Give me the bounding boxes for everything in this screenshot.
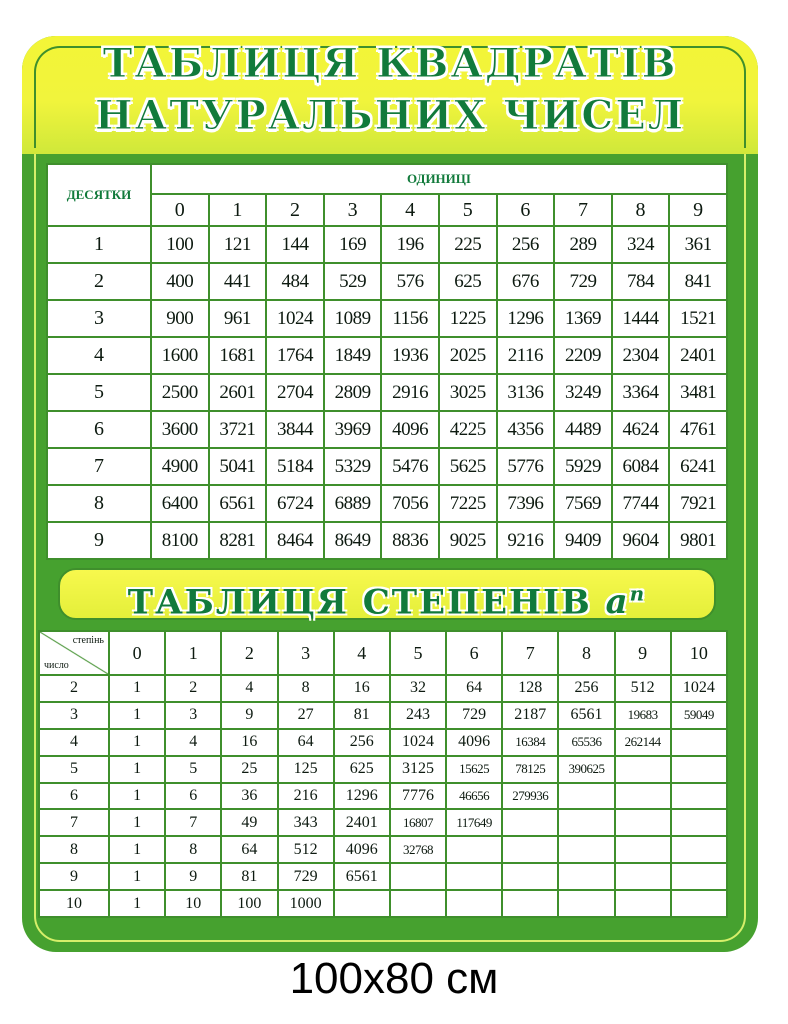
- squares-value-cell: 5776: [497, 448, 555, 485]
- powers-value-cell: 5: [165, 756, 221, 783]
- squares-units-header: 1: [209, 194, 267, 226]
- squares-value-cell: 1089: [324, 300, 382, 337]
- powers-value-cell: 19683: [615, 702, 671, 729]
- squares-value-cell: 2209: [554, 337, 612, 374]
- squares-value-cell: 3721: [209, 411, 267, 448]
- squares-value-cell: 3249: [554, 374, 612, 411]
- squares-units-header: 9: [669, 194, 727, 226]
- powers-table-row: [39, 756, 727, 783]
- squares-value-cell: 6400: [151, 485, 209, 522]
- powers-value-cell: 6: [165, 783, 221, 810]
- squares-value-cell: 3969: [324, 411, 382, 448]
- powers-value-cell: [671, 756, 727, 783]
- squares-value-cell: 4096: [381, 411, 439, 448]
- powers-value-cell: 32768: [390, 836, 446, 863]
- powers-value-cell: 64: [446, 675, 502, 702]
- powers-exp-symbol: n: [629, 582, 647, 606]
- squares-value-cell: 1849: [324, 337, 382, 374]
- powers-value-cell: [615, 836, 671, 863]
- squares-value-cell: 8464: [266, 522, 324, 559]
- squares-value-cell: 196: [381, 226, 439, 263]
- squares-value-cell: 256: [497, 226, 555, 263]
- squares-value-cell: 6724: [266, 485, 324, 522]
- powers-title-text: ТАБЛИЦЯ СТЕПЕНІВ: [127, 582, 592, 623]
- powers-value-cell: 279936: [502, 783, 558, 810]
- powers-value-cell: 1: [109, 675, 165, 702]
- powers-value-cell: 1: [109, 836, 165, 863]
- squares-table-row: [47, 485, 727, 522]
- powers-value-cell: 6561: [558, 702, 614, 729]
- powers-formula: [606, 582, 647, 622]
- squares-value-cell: 5184: [266, 448, 324, 485]
- powers-value-cell: 512: [278, 836, 334, 863]
- powers-value-cell: 4: [221, 675, 277, 702]
- squares-value-cell: 9801: [669, 522, 727, 559]
- powers-value-cell: [671, 836, 727, 863]
- powers-value-cell: 125: [278, 756, 334, 783]
- powers-value-cell: 9: [165, 863, 221, 890]
- powers-exponent-header: 9: [615, 631, 671, 675]
- powers-value-cell: 7776: [390, 783, 446, 810]
- squares-value-cell: 729: [554, 263, 612, 300]
- squares-tens-header: 7: [47, 448, 151, 485]
- squares-tens-header: 8: [47, 485, 151, 522]
- powers-value-cell: [446, 890, 502, 917]
- squares-value-cell: 6241: [669, 448, 727, 485]
- powers-value-cell: 1024: [390, 729, 446, 756]
- powers-table-row: [39, 836, 727, 863]
- powers-value-cell: [615, 890, 671, 917]
- powers-value-cell: [446, 863, 502, 890]
- powers-title: [58, 568, 716, 623]
- squares-table-row: [47, 448, 727, 485]
- powers-value-cell: 49: [221, 809, 277, 836]
- squares-tens-header: 9: [47, 522, 151, 559]
- powers-value-cell: 59049: [671, 702, 727, 729]
- title-line-1: ТАБЛИЦЯ КВАДРАТІВ: [102, 40, 678, 87]
- powers-value-cell: 81: [334, 702, 390, 729]
- powers-base-header: 7: [39, 809, 109, 836]
- powers-value-cell: [671, 890, 727, 917]
- squares-table-row: [47, 300, 727, 337]
- squares-value-cell: 1369: [554, 300, 612, 337]
- squares-value-cell: 5625: [439, 448, 497, 485]
- squares-value-cell: 4761: [669, 411, 727, 448]
- powers-exponent-header: 3: [278, 631, 334, 675]
- powers-value-cell: 100: [221, 890, 277, 917]
- powers-value-cell: [446, 836, 502, 863]
- powers-value-cell: [615, 863, 671, 890]
- powers-value-cell: 1: [109, 756, 165, 783]
- squares-value-cell: 2116: [497, 337, 555, 374]
- powers-value-cell: [615, 783, 671, 810]
- powers-table-row: [39, 675, 727, 702]
- powers-corner-cell: [39, 631, 109, 675]
- squares-value-cell: 225: [439, 226, 497, 263]
- powers-value-cell: 78125: [502, 756, 558, 783]
- squares-table-row: [47, 411, 727, 448]
- squares-value-cell: 7744: [612, 485, 670, 522]
- squares-units-label: ОДИНИЦІ: [151, 164, 727, 194]
- powers-value-cell: 262144: [615, 729, 671, 756]
- powers-value-cell: 64: [221, 836, 277, 863]
- powers-base-symbol: a: [605, 582, 630, 623]
- squares-value-cell: 1936: [381, 337, 439, 374]
- squares-value-cell: 7569: [554, 485, 612, 522]
- powers-base-header: 6: [39, 783, 109, 810]
- squares-value-cell: 2401: [669, 337, 727, 374]
- powers-value-cell: 128: [502, 675, 558, 702]
- powers-table: [38, 630, 728, 918]
- squares-value-cell: 2704: [266, 374, 324, 411]
- powers-value-cell: 3125: [390, 756, 446, 783]
- powers-value-cell: 343: [278, 809, 334, 836]
- powers-exponent-header: 4: [334, 631, 390, 675]
- squares-units-header: 5: [439, 194, 497, 226]
- powers-value-cell: [558, 863, 614, 890]
- powers-value-cell: 256: [558, 675, 614, 702]
- squares-value-cell: 7056: [381, 485, 439, 522]
- squares-value-cell: 8649: [324, 522, 382, 559]
- powers-value-cell: 25: [221, 756, 277, 783]
- squares-value-cell: 5041: [209, 448, 267, 485]
- powers-value-cell: [502, 890, 558, 917]
- powers-value-cell: [671, 809, 727, 836]
- squares-value-cell: 8836: [381, 522, 439, 559]
- squares-value-cell: 784: [612, 263, 670, 300]
- squares-value-cell: 441: [209, 263, 267, 300]
- squares-table-row: [47, 374, 727, 411]
- squares-value-cell: 3364: [612, 374, 670, 411]
- powers-value-cell: [671, 783, 727, 810]
- powers-value-cell: [671, 729, 727, 756]
- squares-value-cell: 1296: [497, 300, 555, 337]
- squares-value-cell: 4900: [151, 448, 209, 485]
- squares-table-row: [47, 263, 727, 300]
- powers-value-cell: 1: [109, 729, 165, 756]
- squares-value-cell: 9604: [612, 522, 670, 559]
- powers-value-cell: [671, 863, 727, 890]
- powers-value-cell: 6561: [334, 863, 390, 890]
- squares-units-header: 4: [381, 194, 439, 226]
- squares-value-cell: 1681: [209, 337, 267, 374]
- squares-value-cell: 3025: [439, 374, 497, 411]
- squares-units-header: 8: [612, 194, 670, 226]
- powers-value-cell: 2: [165, 675, 221, 702]
- powers-table-row: [39, 863, 727, 890]
- powers-base-header: 3: [39, 702, 109, 729]
- powers-corner-bottom: число: [44, 660, 69, 671]
- powers-value-cell: 1: [109, 809, 165, 836]
- squares-value-cell: 3481: [669, 374, 727, 411]
- powers-value-cell: 390625: [558, 756, 614, 783]
- title-line-2: НАТУРАЛЬНИХ ЧИСЕЛ: [94, 92, 686, 139]
- powers-value-cell: 625: [334, 756, 390, 783]
- powers-corner-top: степінь: [72, 635, 104, 646]
- powers-value-cell: 27: [278, 702, 334, 729]
- powers-value-cell: [502, 836, 558, 863]
- squares-value-cell: 841: [669, 263, 727, 300]
- squares-table-row: [47, 337, 727, 374]
- powers-value-cell: [390, 890, 446, 917]
- powers-value-cell: 32: [390, 675, 446, 702]
- squares-value-cell: 1444: [612, 300, 670, 337]
- squares-value-cell: 2809: [324, 374, 382, 411]
- squares-table-row: [47, 522, 727, 559]
- powers-table-row: [39, 702, 727, 729]
- powers-value-cell: 117649: [446, 809, 502, 836]
- powers-table-row: [39, 729, 727, 756]
- powers-value-cell: 7: [165, 809, 221, 836]
- powers-value-cell: [558, 836, 614, 863]
- powers-value-cell: [558, 809, 614, 836]
- squares-tens-header: 2: [47, 263, 151, 300]
- powers-value-cell: 65536: [558, 729, 614, 756]
- squares-value-cell: 169: [324, 226, 382, 263]
- powers-value-cell: [502, 809, 558, 836]
- powers-exponent-header: 7: [502, 631, 558, 675]
- powers-value-cell: [502, 863, 558, 890]
- powers-value-cell: 8: [278, 675, 334, 702]
- powers-value-cell: 1000: [278, 890, 334, 917]
- powers-value-cell: [558, 783, 614, 810]
- powers-value-cell: 1: [109, 702, 165, 729]
- squares-value-cell: 5476: [381, 448, 439, 485]
- squares-value-cell: 2601: [209, 374, 267, 411]
- squares-value-cell: 361: [669, 226, 727, 263]
- powers-value-cell: 729: [446, 702, 502, 729]
- squares-units-header: 0: [151, 194, 209, 226]
- squares-value-cell: 1225: [439, 300, 497, 337]
- squares-value-cell: 5329: [324, 448, 382, 485]
- squares-tens-header: 3: [47, 300, 151, 337]
- powers-table-row: [39, 890, 727, 917]
- powers-exponent-header: 10: [671, 631, 727, 675]
- powers-value-cell: [334, 890, 390, 917]
- powers-value-cell: 4: [165, 729, 221, 756]
- squares-value-cell: 9216: [497, 522, 555, 559]
- squares-value-cell: 3844: [266, 411, 324, 448]
- squares-value-cell: 4489: [554, 411, 612, 448]
- squares-value-cell: 961: [209, 300, 267, 337]
- squares-units-header: 3: [324, 194, 382, 226]
- squares-value-cell: 2916: [381, 374, 439, 411]
- squares-value-cell: 1156: [381, 300, 439, 337]
- squares-value-cell: 484: [266, 263, 324, 300]
- powers-value-cell: 256: [334, 729, 390, 756]
- squares-value-cell: 3600: [151, 411, 209, 448]
- squares-value-cell: 4624: [612, 411, 670, 448]
- squares-tens-header: 5: [47, 374, 151, 411]
- powers-exponent-header: 8: [558, 631, 614, 675]
- squares-value-cell: 100: [151, 226, 209, 263]
- powers-value-cell: 16: [334, 675, 390, 702]
- squares-value-cell: 5929: [554, 448, 612, 485]
- powers-base-header: 4: [39, 729, 109, 756]
- powers-value-cell: [558, 890, 614, 917]
- powers-value-cell: 36: [221, 783, 277, 810]
- squares-value-cell: 3136: [497, 374, 555, 411]
- powers-value-cell: 4096: [334, 836, 390, 863]
- powers-value-cell: [390, 863, 446, 890]
- squares-value-cell: 1521: [669, 300, 727, 337]
- powers-exponent-header: 6: [446, 631, 502, 675]
- squares-value-cell: 324: [612, 226, 670, 263]
- size-caption: 100x80 см: [289, 954, 499, 1003]
- powers-value-cell: 10: [165, 890, 221, 917]
- powers-value-cell: 1: [109, 890, 165, 917]
- squares-value-cell: 676: [497, 263, 555, 300]
- powers-base-header: 8: [39, 836, 109, 863]
- squares-value-cell: 1600: [151, 337, 209, 374]
- powers-value-cell: 64: [278, 729, 334, 756]
- powers-value-cell: [615, 809, 671, 836]
- squares-table-row: [47, 226, 727, 263]
- squares-value-cell: 9409: [554, 522, 612, 559]
- squares-units-header: 2: [266, 194, 324, 226]
- squares-value-cell: 1024: [266, 300, 324, 337]
- powers-value-cell: 2401: [334, 809, 390, 836]
- powers-value-cell: 2187: [502, 702, 558, 729]
- squares-value-cell: 400: [151, 263, 209, 300]
- squares-value-cell: 4356: [497, 411, 555, 448]
- powers-value-cell: 3: [165, 702, 221, 729]
- squares-value-cell: 7396: [497, 485, 555, 522]
- squares-value-cell: 144: [266, 226, 324, 263]
- squares-value-cell: 2304: [612, 337, 670, 374]
- powers-exponent-header: 0: [109, 631, 165, 675]
- squares-tens-header: 6: [47, 411, 151, 448]
- powers-value-cell: 216: [278, 783, 334, 810]
- powers-value-cell: 16: [221, 729, 277, 756]
- squares-tens-header: 1: [47, 226, 151, 263]
- powers-value-cell: 1: [109, 863, 165, 890]
- squares-value-cell: 2500: [151, 374, 209, 411]
- powers-table-row: [39, 809, 727, 836]
- powers-value-cell: 1: [109, 783, 165, 810]
- powers-value-cell: 46656: [446, 783, 502, 810]
- powers-table-row: [39, 783, 727, 810]
- squares-value-cell: 529: [324, 263, 382, 300]
- powers-base-header: 10: [39, 890, 109, 917]
- squares-table: [46, 163, 728, 560]
- powers-value-cell: 4096: [446, 729, 502, 756]
- squares-value-cell: 576: [381, 263, 439, 300]
- squares-tens-header: 4: [47, 337, 151, 374]
- squares-value-cell: 8281: [209, 522, 267, 559]
- squares-value-cell: 7921: [669, 485, 727, 522]
- squares-value-cell: 8100: [151, 522, 209, 559]
- powers-base-header: 2: [39, 675, 109, 702]
- squares-value-cell: 2025: [439, 337, 497, 374]
- squares-value-cell: 121: [209, 226, 267, 263]
- powers-exponent-header: 1: [165, 631, 221, 675]
- squares-value-cell: 6889: [324, 485, 382, 522]
- powers-exponent-header: 2: [221, 631, 277, 675]
- squares-units-header: 7: [554, 194, 612, 226]
- squares-value-cell: 900: [151, 300, 209, 337]
- powers-value-cell: 1296: [334, 783, 390, 810]
- squares-corner-label: ДЕСЯТКИ: [47, 164, 151, 226]
- squares-value-cell: 6561: [209, 485, 267, 522]
- squares-units-header: 6: [497, 194, 555, 226]
- powers-value-cell: 8: [165, 836, 221, 863]
- squares-value-cell: 9025: [439, 522, 497, 559]
- squares-value-cell: 1764: [266, 337, 324, 374]
- squares-value-cell: 625: [439, 263, 497, 300]
- powers-value-cell: 9: [221, 702, 277, 729]
- powers-value-cell: 243: [390, 702, 446, 729]
- squares-value-cell: 7225: [439, 485, 497, 522]
- powers-exponent-header: 5: [390, 631, 446, 675]
- squares-value-cell: 6084: [612, 448, 670, 485]
- powers-value-cell: 81: [221, 863, 277, 890]
- powers-value-cell: 16384: [502, 729, 558, 756]
- powers-value-cell: [615, 756, 671, 783]
- powers-value-cell: 16807: [390, 809, 446, 836]
- powers-value-cell: 729: [278, 863, 334, 890]
- powers-value-cell: 512: [615, 675, 671, 702]
- squares-value-cell: 4225: [439, 411, 497, 448]
- powers-value-cell: 1024: [671, 675, 727, 702]
- powers-base-header: 9: [39, 863, 109, 890]
- squares-value-cell: 289: [554, 226, 612, 263]
- powers-base-header: 5: [39, 756, 109, 783]
- powers-value-cell: 15625: [446, 756, 502, 783]
